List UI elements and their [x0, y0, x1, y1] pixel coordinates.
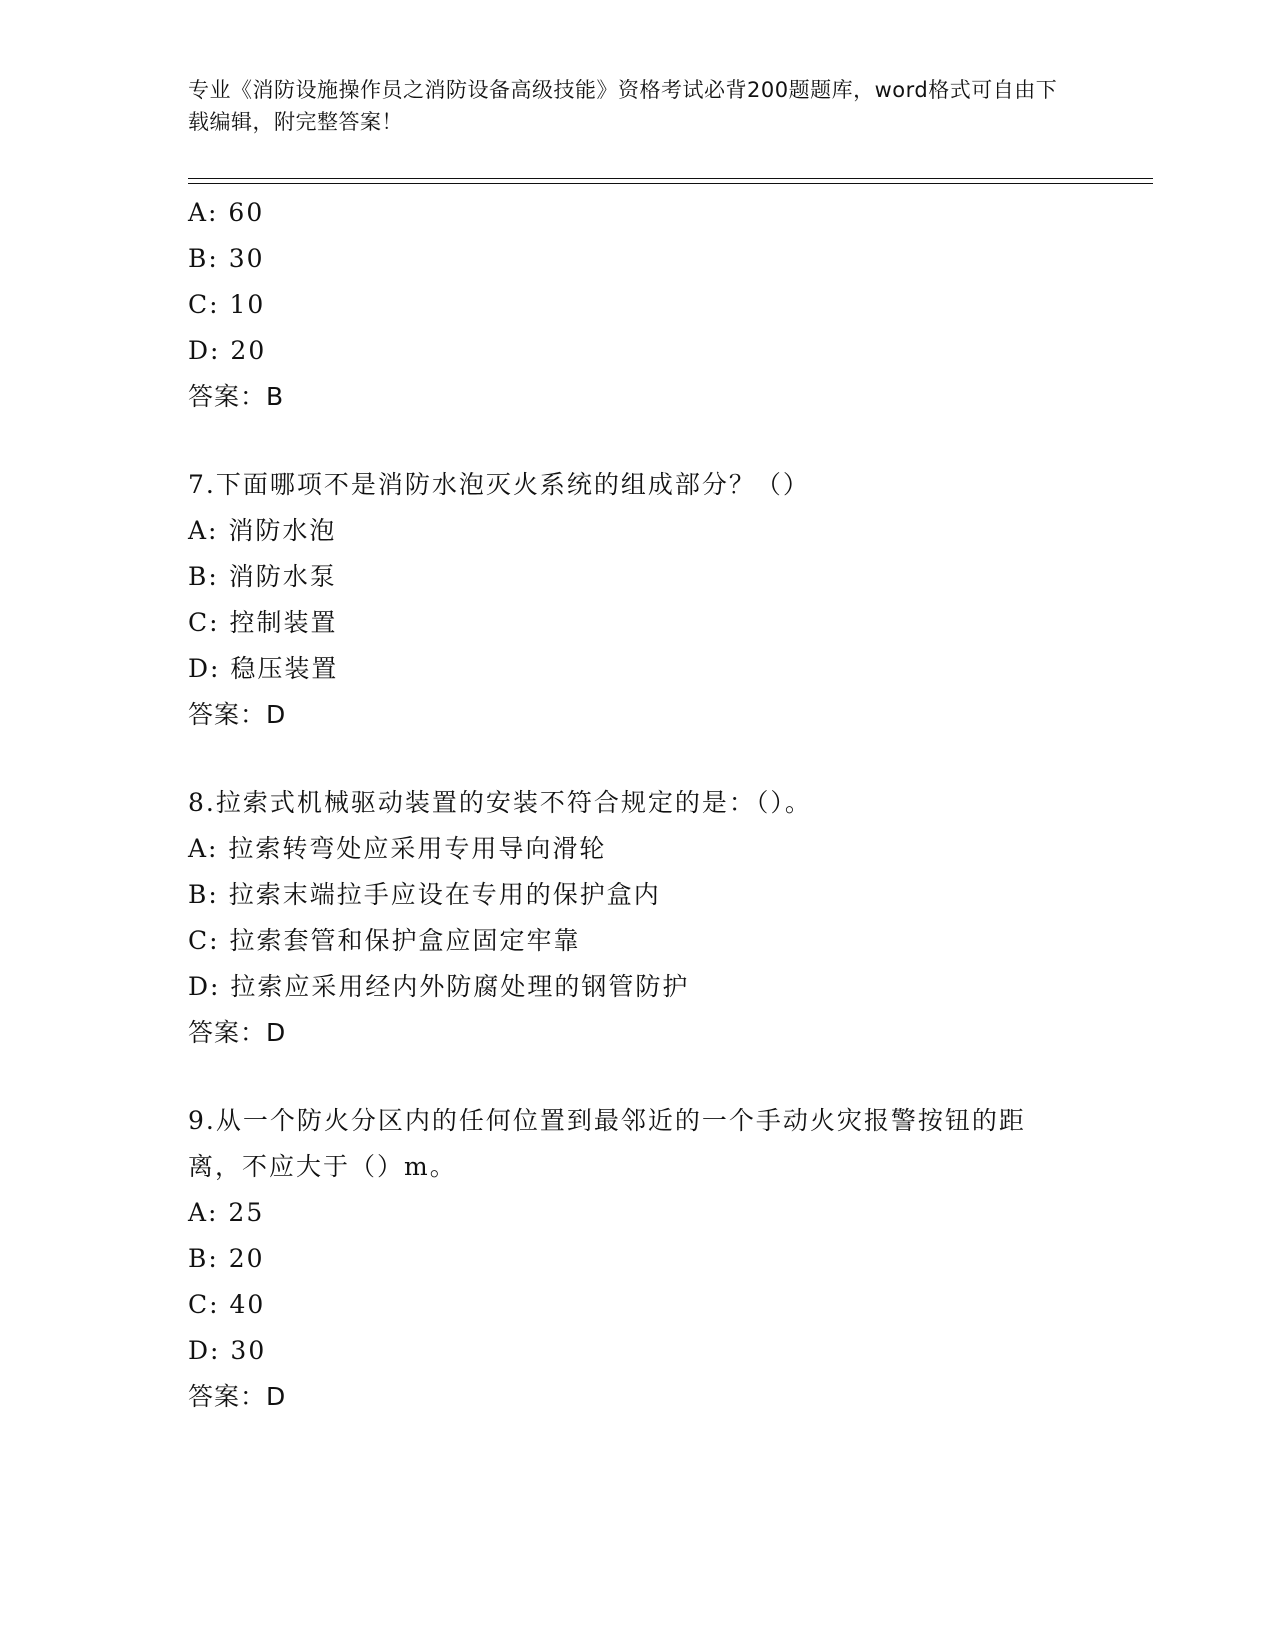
option-c: C: 拉索套管和保护盒应固定牢靠	[188, 926, 581, 955]
answer: 答案：D	[188, 700, 287, 729]
option-d: D: 稳压装置	[188, 654, 339, 683]
option-c: C: 控制装置	[188, 608, 338, 637]
header-divider-bottom	[188, 183, 1153, 184]
question-9	[188, 1098, 1088, 1420]
page-header: 专业《消防设施操作员之消防设备高级技能》资格考试必背200题题库，word格式可自由下载编辑，附完整答案！	[188, 78, 1058, 134]
question-stem: 9.从一个防火分区内的任何位置到最邻近的一个手动火灾报警按钮的距离，不应大于（）m。	[188, 1106, 1026, 1181]
option-a: A: 60	[188, 198, 265, 227]
option-b: B: 拉索末端拉手应设在专用的保护盒内	[188, 880, 661, 909]
question-6-tail	[188, 190, 1088, 420]
option-a: A: 拉索转弯处应采用专用导向滑轮	[188, 834, 607, 863]
option-b: B: 消防水泵	[188, 562, 337, 591]
header-divider-top	[188, 178, 1153, 179]
answer: 答案：B	[188, 382, 285, 411]
option-c: C: 40	[188, 1290, 266, 1319]
question-8	[188, 780, 1088, 1056]
question-7	[188, 462, 1088, 738]
question-stem: 7.下面哪项不是消防水泡灭火系统的组成部分？（）	[188, 470, 810, 499]
answer: 答案：D	[188, 1018, 287, 1047]
document-body	[188, 190, 1088, 1420]
option-b: B: 30	[188, 244, 265, 273]
question-stem: 8.拉索式机械驱动装置的安装不符合规定的是：（）。	[188, 788, 812, 817]
option-a: A: 25	[188, 1198, 265, 1227]
option-c: C: 10	[188, 290, 266, 319]
answer: 答案：D	[188, 1382, 287, 1411]
option-d: D: 30	[188, 1336, 267, 1365]
option-d: D: 20	[188, 336, 267, 365]
option-b: B: 20	[188, 1244, 265, 1273]
option-a: A: 消防水泡	[188, 516, 337, 545]
option-d: D: 拉索应采用经内外防腐处理的钢管防护	[188, 972, 690, 1001]
